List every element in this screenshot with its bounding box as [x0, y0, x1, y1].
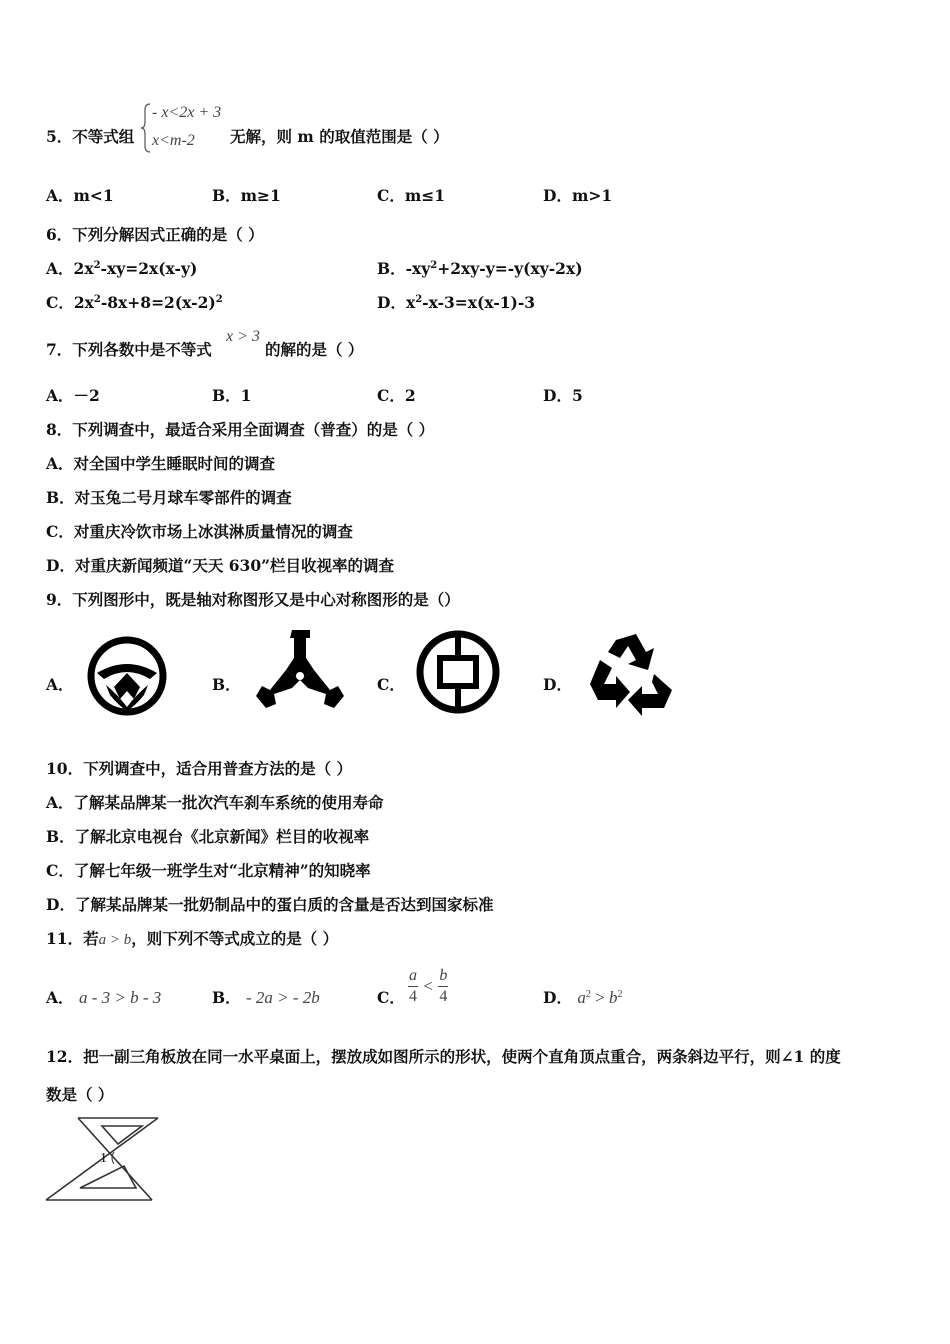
- q6-stem: 6．下列分解因式正确的是（ ）: [46, 225, 264, 244]
- q9-option-c-label[interactable]: C．: [377, 675, 405, 694]
- q7-inequality: x > 3: [226, 328, 260, 345]
- q6-option-d[interactable]: D．$x^2-x-3=x(x-1)-3$: [377, 293, 536, 312]
- q7-option-d[interactable]: D．5: [543, 386, 583, 405]
- triangle-set-figure: [44, 1114, 162, 1204]
- q7-suffix: 的解的是（ ）: [265, 340, 364, 359]
- q6-option-a[interactable]: A．$2x^2-xy=2x(x-y)$: [46, 259, 198, 278]
- q10-option-d[interactable]: D．了解某品牌某一批奶制品中的蛋白质的含量是否达到国家标准: [46, 895, 494, 914]
- q5-option-a[interactable]: A．m<1: [46, 186, 114, 205]
- q5-option-c[interactable]: C．m≤1: [377, 186, 446, 205]
- trefoil-icon[interactable]: [254, 628, 348, 716]
- bank-logo-icon[interactable]: [414, 628, 502, 716]
- q7-option-a[interactable]: A．－2: [46, 386, 100, 405]
- q7-option-c[interactable]: C．2: [377, 386, 416, 405]
- q9-option-a-label[interactable]: A．: [46, 675, 74, 694]
- q11-option-a[interactable]: A． a - 3 > b - 3: [46, 988, 162, 1007]
- q7-prefix: 7．下列各数中是不等式: [46, 340, 212, 359]
- q10-stem: 10．下列调查中，适合用普查方法的是（ ）: [46, 759, 352, 778]
- emblem-circle-icon[interactable]: [84, 633, 170, 719]
- angle-1-label: 1: [100, 1151, 107, 1166]
- q11-condition: a > b: [98, 932, 132, 948]
- q9-stem: 9．下列图形中，既是轴对称图形又是中心对称图形的是（）: [46, 590, 460, 609]
- q11-stem: 11．若a > b，则下列不等式成立的是（ ）: [46, 929, 339, 948]
- q11-option-c-label[interactable]: C．: [377, 988, 405, 1007]
- q5-stem-start: [46, 127, 134, 147]
- q5-prefix: 不等式组: [72, 127, 135, 146]
- q9-option-b-label[interactable]: B．: [212, 675, 241, 694]
- q5-option-d[interactable]: D．m>1: [543, 186, 613, 205]
- q6-option-b[interactable]: B．$-xy^2+2xy-y=-y(xy-2x)$: [377, 259, 583, 278]
- system-brace: [140, 102, 152, 154]
- q10-option-a[interactable]: A．了解某品牌某一批次汽车刹车系统的使用寿命: [46, 793, 384, 812]
- q8-option-a[interactable]: A．对全国中学生睡眠时间的调查: [46, 454, 276, 473]
- q7-option-b[interactable]: B．1: [212, 386, 252, 405]
- q5-suffix: 无解，则 m 的取值范围是（ ）: [230, 127, 449, 146]
- q11-option-c-expr[interactable]: $\frac{a}{4}$ < $\frac{b}{4}$: [409, 967, 448, 1005]
- q11-option-b[interactable]: B． - 2a > - 2b: [212, 988, 320, 1007]
- q5-option-b[interactable]: B．m≥1: [212, 186, 281, 205]
- q8-option-d[interactable]: D．对重庆新闻频道“天天 630”栏目收视率的调查: [46, 556, 395, 575]
- q8-option-c[interactable]: C．对重庆冷饮市场上冰淇淋质量情况的调查: [46, 522, 353, 541]
- q6-option-c[interactable]: C．$2x^2-8x+8=2(x-2)^2$: [46, 293, 223, 312]
- q12-stem-line1: 12．把一副三角板放在同一水平桌面上，摆放成如图所示的形状，使两个直角顶点重合，两条斜边平行，则∠1 的度: [46, 1047, 841, 1066]
- q10-option-c[interactable]: C．了解七年级一班学生对“北京精神”的知晓率: [46, 861, 371, 880]
- q12-stem-line2: 数是（ ）: [46, 1085, 114, 1104]
- q11-option-d[interactable]: D． $a^2 > b^2$: [543, 988, 623, 1007]
- q8-option-b[interactable]: B．对玉兔二号月球车零部件的调查: [46, 488, 292, 507]
- q9-option-d-label[interactable]: D．: [543, 675, 572, 694]
- q5-number: 5．: [46, 127, 73, 146]
- q10-option-b[interactable]: B．了解北京电视台《北京新闻》栏目的收视率: [46, 827, 370, 846]
- q5-system-line1: - x<2x + 3: [152, 104, 222, 121]
- q8-stem: 8．下列调查中，最适合采用全面调查（普查）的是（ ）: [46, 420, 435, 439]
- q5-system-line2: x<m-2: [152, 132, 195, 149]
- recycle-icon[interactable]: [586, 630, 676, 718]
